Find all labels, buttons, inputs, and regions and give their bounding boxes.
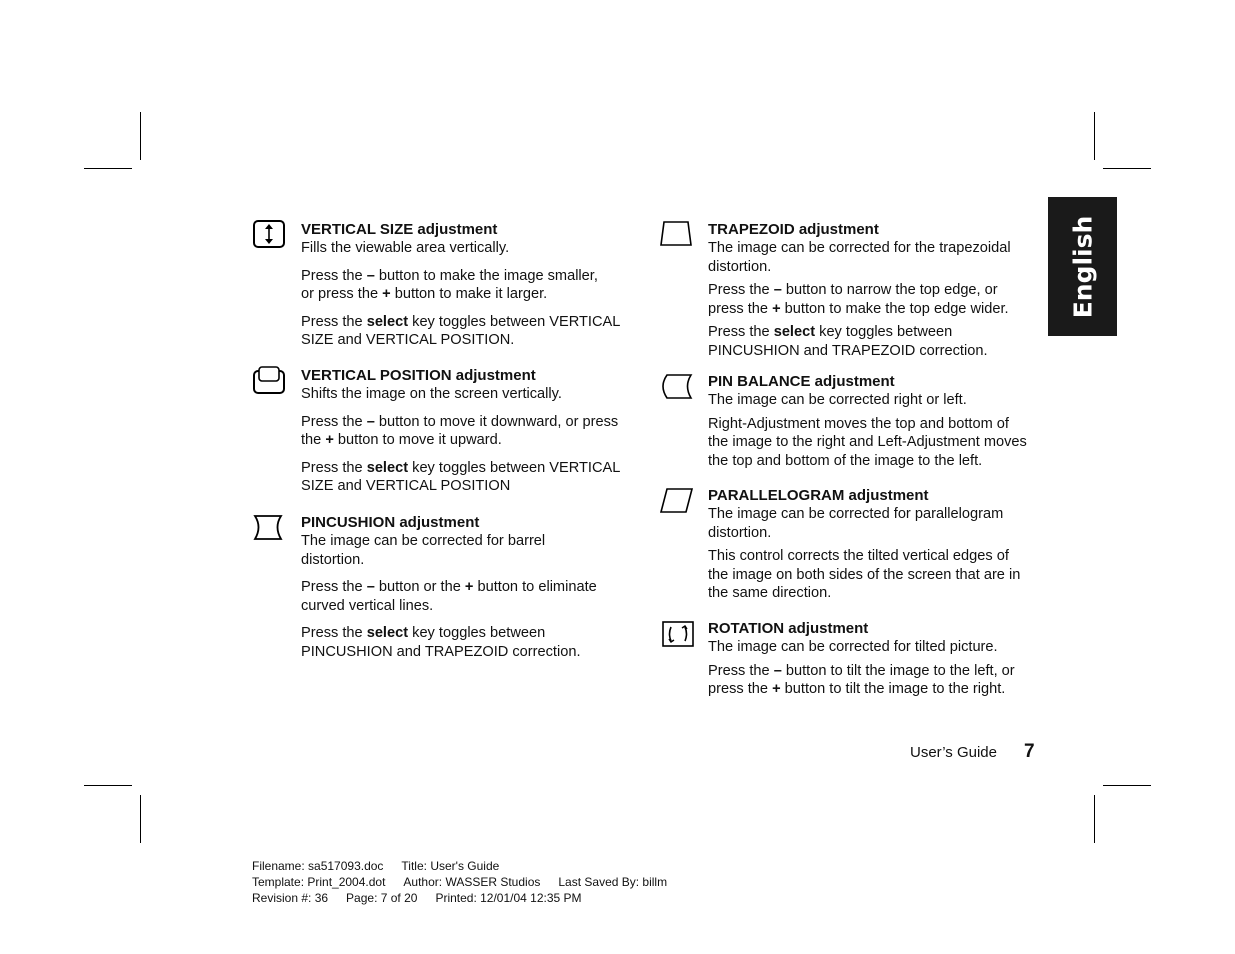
section-text: Right-Adjustment moves the top and bottom of the image to the right and Left-Adjustment moves the top and bottom of the image to the left. <box>708 415 1027 469</box>
section-heading: PARALLELOGRAM adjustment <box>708 487 929 504</box>
crop-mark-bottom-left-h <box>84 785 132 786</box>
crop-mark-top-left-v <box>140 112 141 160</box>
meta-title: Title: User's Guide <box>401 859 500 873</box>
section-heading: VERTICAL SIZE adjustment <box>301 221 498 238</box>
page-number: 7 <box>1024 741 1035 762</box>
section-text: Press the – button or the + button to eliminate curved vertical lines. <box>301 579 597 614</box>
meta-author: Author: WASSER Studios <box>403 875 541 889</box>
section-pin-balance <box>708 372 1048 479</box>
meta-revision: Revision #: 36 <box>252 891 329 905</box>
section-pincushion <box>301 513 641 671</box>
section-vertical-position <box>301 366 641 505</box>
section-text: The image can be corrected for the trapezoidal distortion. <box>708 240 1011 275</box>
footer-guide-title: User’s Guide <box>910 744 997 761</box>
pincushion-icon <box>252 513 286 543</box>
section-text: Press the select key toggles between VERTICAL SIZE and VERTICAL POSITION. <box>301 313 621 349</box>
section-text: Press the select key toggles between PINCUSHION and TRAPEZOID correction. <box>708 324 988 359</box>
section-heading: PIN BALANCE adjustment <box>708 373 895 390</box>
section-text: The image can be corrected for barrel distortion. <box>301 533 546 568</box>
vertical-position-icon <box>252 366 286 396</box>
section-trapezoid <box>708 220 1048 370</box>
section-text: Fills the viewable area vertically. <box>301 240 510 256</box>
section-vertical-size <box>301 220 641 359</box>
language-tab-label: English <box>1068 215 1097 318</box>
meta-printed: Printed: 12/01/04 12:35 PM <box>435 891 582 905</box>
section-text: Press the select key toggles between VERTICAL SIZE and VERTICAL POSITION <box>301 459 621 495</box>
section-text: Press the – button to narrow the top edge, or press the + button to make the top edge wider. <box>708 282 1009 317</box>
crop-mark-bottom-right-h <box>1103 785 1151 786</box>
crop-mark-top-right-h <box>1103 168 1151 169</box>
document-metadata <box>252 858 685 906</box>
language-tab <box>1048 197 1117 336</box>
section-text: Shifts the image on the screen vertically. <box>301 386 562 402</box>
section-parallelogram <box>708 486 1048 612</box>
section-text: Press the – button to tilt the image to the left, or press the + button to tilt the image to the right. <box>708 662 1015 698</box>
section-text: Press the – button to move it downward, or press the + button to move it upward. <box>301 413 619 449</box>
section-rotation <box>708 619 1048 708</box>
crop-mark-bottom-right-v <box>1094 795 1095 843</box>
meta-filename: Filename: sa517093.doc <box>252 859 384 873</box>
section-heading: ROTATION adjustment <box>708 620 869 637</box>
trapezoid-icon <box>659 219 693 249</box>
meta-saved-by: Last Saved By: billm <box>558 875 668 889</box>
section-heading: VERTICAL POSITION adjustment <box>301 367 536 384</box>
crop-mark-top-right-v <box>1094 112 1095 160</box>
section-text: Press the – button to make the image smaller, or press the + button to make it larger. <box>301 267 598 303</box>
vertical-size-icon <box>252 219 286 249</box>
section-text: The image can be corrected for parallelogram distortion. <box>708 506 1004 541</box>
section-text: The image can be corrected right or left. <box>708 392 967 408</box>
section-heading: PINCUSHION adjustment <box>301 514 480 531</box>
section-text: The image can be corrected for tilted picture. <box>708 639 998 655</box>
section-text: Press the select key toggles between PINCUSHION and TRAPEZOID correction. <box>301 625 581 660</box>
rotation-icon <box>661 619 695 649</box>
meta-template: Template: Print_2004.dot <box>252 875 386 889</box>
meta-page: Page: 7 of 20 <box>346 891 418 905</box>
pin-balance-icon <box>659 372 693 402</box>
section-heading: TRAPEZOID adjustment <box>708 221 879 238</box>
section-text: This control corrects the tilted vertical edges of the image on both sides of the screen that are in the same direction. <box>708 548 1021 602</box>
parallelogram-icon <box>659 486 693 516</box>
crop-mark-top-left-h <box>84 168 132 169</box>
crop-mark-bottom-left-v <box>140 795 141 843</box>
